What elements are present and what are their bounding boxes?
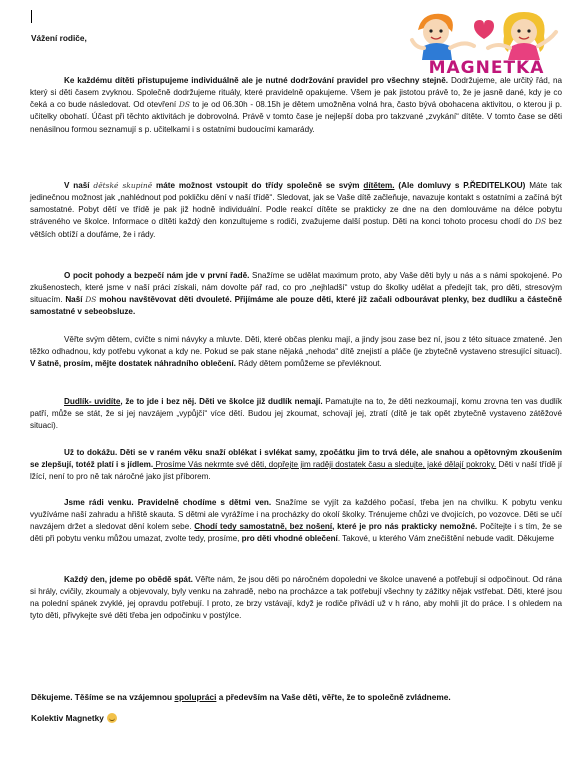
handwritten-skupina: dětské skupině bbox=[93, 181, 153, 190]
logo-wordmark: MAGNETKA bbox=[428, 58, 545, 78]
paragraph-outdoors: Jsme rádi venku. Pravidelně chodíme s dětmi ven. Snažíme se vyjít za každého počasí, třeba jen na chvilku. K pobytu venku využíváme naší zahradu a hřiště skauta. S dětmi ale vyrážíme i na procházky do okolí školky. Trénujeme chůzi ve dvojicích, po vozovce. Děti se učí navzájem držet a sledovat dění kolem sebe. Chodí tedy samostatně, bez nošení, které je pro nás prakticky nemožné. Počítejte i s tím, že se děti při pobytu venku můžou umazat, zvolte tedy, prosíme, pro děti vhodné oblečení. Takové, u kterého Vám znečištění nebude vadit. Děkujeme bbox=[30, 498, 562, 544]
signature: Kolektiv Magnetky bbox=[31, 713, 104, 723]
text-cursor bbox=[31, 10, 32, 23]
closing-thanks: Děkujeme. Těšíme se na vzájemnou spolupráci a především na Vaše děti, věřte, že to společně zvládneme. bbox=[31, 692, 451, 702]
paragraph-wellbeing: O pocit pohody a bezpečí nám jde v první řadě. Snažíme se udělat maximum proto, aby Vaše děti byly u nás a s námi spokojené. Po zkušenostech, které jsme v naší práci získali, nám dovolte pář rad, co pro „nejhladší“ vstup do školky udělat a předejít tak, pro děti, stresovým situacím. Naší DS mohou navštěvovat děti dvouleté. Přijímáme ale pouze děti, které již začali odbourávat plenky, bez dudlíku a částečně samostatné v sebeobsluze. bbox=[30, 271, 563, 317]
paragraph-lead: Ke každému dítěti přistupujeme individuálně ale je nutné dodržování pravidel pro všechny stejně. bbox=[64, 76, 449, 85]
paragraph-pacifier: Dudlík- uvidíte, že to jde i bez něj. Děti ve školce již dudlík nemají. Pamatujte na to, že děti nezkoumají, komu zrovna ten vas dudlík patří, může se stát, že si jej navzájem „vypůjčí“ více dětí. Budou jej zkoumat, schovají jej, ztratí (dítě je tak opět zbytečně vystaveno zátěžové situaci). bbox=[30, 397, 562, 431]
paragraph-nap: Každý den, jdeme po obědě spát. Věřte nám, že jsou děti po náročném dopoledni ve školce unavené a potřebují si odpočinout. Od rána si hrály, cvičily, zkoumaly a objevovaly, byly venku na zahradě, nebo na procházce a tak potřebují všechny ty zážitky nějak vstřebat. Děti, které jsou na polední spánek zvyklé, jej opravdu potřebují. I proto, ze brzy vstávají, když je rodiče přivádí už v h ráno, aby mohli jít do práce. I s ohledem na tyto děti, přivykejte své děti třeba jen odpočinku v postýlce. bbox=[30, 575, 562, 621]
greeting: Vážení rodiče, bbox=[31, 33, 87, 43]
paragraph-routine: Ke každému dítěti přistupujeme individuálně ale je nutné dodržování pravidel pro všechny stejně. Dodržujeme, ale určitý řád, na který si děti časem zvyknou. Společně dodržujeme rituály, které pravidelně opakujeme. Všem je pak jistotou právě to, že je jasně dané, kdy je co čeká a co bude následovat. Od otevření DS to je od 06.30h - 08.15h je dětem umožněna volná hra, často bývá obohacena aktivitou, o kterou ji p. učitelky obohatí. Účast při těchto aktivitách je dobrovolná. Právě v tomto čase je nejlepší doba pro takzvané „zvykání“ dítěte. V tomto čase se děti nenásilnou formou seznamují s p. učitelkami i s ostatními budoucími kamarády. bbox=[30, 76, 562, 134]
paragraph-self-care: Už to dokážu. Děti se v raném věku snaží oblékat i svlékat samy, zpočátku jim to trvá déle, ale snahou a opětovným zkoušením se zlepšují, totéž platí i s jídlem. Prosíme Vás nekrmte své děti, dopřejte jim raději dostatek času a sledujte, jaké dělají pokroky. Děti v naší třídě jí lžící, není to pro ně tak náročné jako jíst příborem. bbox=[30, 448, 563, 482]
paragraph-entry: V naší dětské skupině máte možnost vstoupit do třídy společně se svým dítětem. (Ale domluvy s P.ŘEDITELKOU) Máte tak jedinečnou možnost jak „nahlédnout pod pokličku dění v naší třídě“. Sledovat, jak se Vaše dítě začleňuje, navazuje kontakt s ostatními a začíná být samostatné. Pobyt dětí ve třídě je pak již hodně individuální. Podle reakcí dítěte se prakticky ze dne na den domlouváme na délce pobytu stráveného ve školce. Informace o dítěti každý den konzultujeme s rodiči, zvažujeme další postup. Děti na konci tohoto procesu chodí do DS bez větších obtíží a doufáme, že i rády. bbox=[30, 181, 563, 239]
handwritten-ds: DS bbox=[178, 100, 190, 110]
signature-line bbox=[31, 713, 117, 723]
paragraph-diapers: Věřte svým dětem, cvičte s nimi návyky a mluvte. Děti, které občas plenku mají, a jindy jsou zase bez ní, jsou z této situace zmatené. Jen těžko odhadnou, kdy potřebu vykonat a kdy ne. Pokud se pak stane nějaká „nehoda“ dítě znejistí a pláče (je zbytečně vystaveno stresující situaci). V šatně, prosím, mějte dostatek náhradního oblečení. Rády dětem pomůžeme se převléknout. bbox=[30, 335, 562, 369]
magnetka-logo bbox=[404, 6, 566, 78]
smiley-icon bbox=[107, 713, 117, 723]
